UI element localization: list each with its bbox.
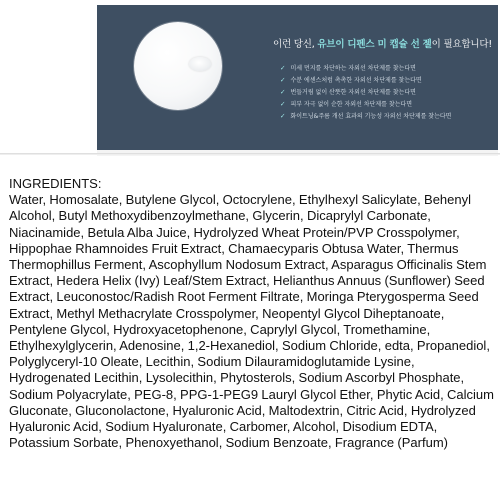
check-icon: ✓ [280,112,286,120]
checklist-item [280,98,451,110]
headline-suffix: 이 필요합니다! [431,39,492,50]
checklist-item-text: 피부 자극 없이 순한 자외선 차단제를 찾는다면 [290,101,413,108]
headline-product-name: 유브이 디펜스 미 캡슐 선 젤 [317,39,432,50]
check-icon: ✓ [280,76,286,84]
headline-prefix: 이런 당신, [273,39,318,50]
checklist-item [280,62,451,74]
banner-headline [273,36,492,50]
check-icon: ✓ [280,64,286,72]
checklist-item [280,86,451,98]
ingredients-list: Water, Homosalate, Butylene Glycol, Octocrylene, Ethylhexyl Salicylate, Behenyl Alcohol, Butyl Methoxydibenzoylmethane, Glycerin, Dicaprylyl Carbonate, Niacinamide, Betula Alba Juice, Hydrolyzed Wheat Protein/PVP Crosspolymer, Hippophae Rhamnoides Fruit Extract, Chamaecyparis Obtusa Water, Thermus Thermophillus Ferment, Ascophyllum Nodosum Extract, Asparagus Officinalis Stem Extract, Hedera Helix (Ivy) Leaf/Stem Extract, Helianthus Annuus (Sunflower) Seed Extract, Leuconostoc/Radish Root Ferment Filtrate, Moringa Pterygosperma Seed Extract, Methyl Methacrylate Crosspolymer, Neopentyl Glycol Diheptanoate, Pentylene Glycol, Hydroxyacetophenone, Caprylyl Glycol, Tromethamine, Ethylhexylglycerin, Adenosine, 1,2-Hexanediol, Sodium Chloride, edta, Propanediol, Polyglyceryl-10 Oleate, Lecithin, Sodium Dilauramidoglutamide Lysine, Hydrogenated Lecithin, Lysolecithin, Phytosterols, Sodium Ascorbyl Phosphate, Sodium Polyacrylate, PEG-8, PPG-1-PEG9 Lauryl Glycol Ether, Phytic Acid, Calcium Gluconate, Gluconolactone, Hyaluronic Acid, Maltodextrin, Citric Acid, Hydrolyzed Hyaluronic Acid, Sodium Hyaluronate, Carbomer, Alcohol, Disodium EDTA, Potassium Sorbate, Phenoxyethanol, Sodium Benzoate, Fragrance (Parfum) [9,192,494,451]
ingredients-heading: INGREDIENTS: [9,176,102,191]
section-divider [0,153,500,155]
checklist-item-text: 미세 먼지를 차단하는 자외선 차단제를 찾는다면 [290,65,416,72]
check-icon: ✓ [280,100,286,108]
check-icon: ✓ [280,88,286,96]
checklist-item [280,74,451,86]
ingredients-section [9,176,497,451]
product-banner [97,5,498,153]
checklist-item [280,110,451,122]
checklist-item-text: 번들거림 없이 산뜻한 자외선 차단제를 찾는다면 [290,89,416,96]
product-dollop-image [189,57,211,71]
checklist-item-text: 수분 에센스처럼 촉촉한 자외선 차단제를 찾는다면 [290,77,422,84]
checklist-item-text: 화이트닝&주름 개선 효과의 기능성 자외선 차단제를 찾는다면 [290,113,452,120]
benefit-checklist [280,62,451,122]
